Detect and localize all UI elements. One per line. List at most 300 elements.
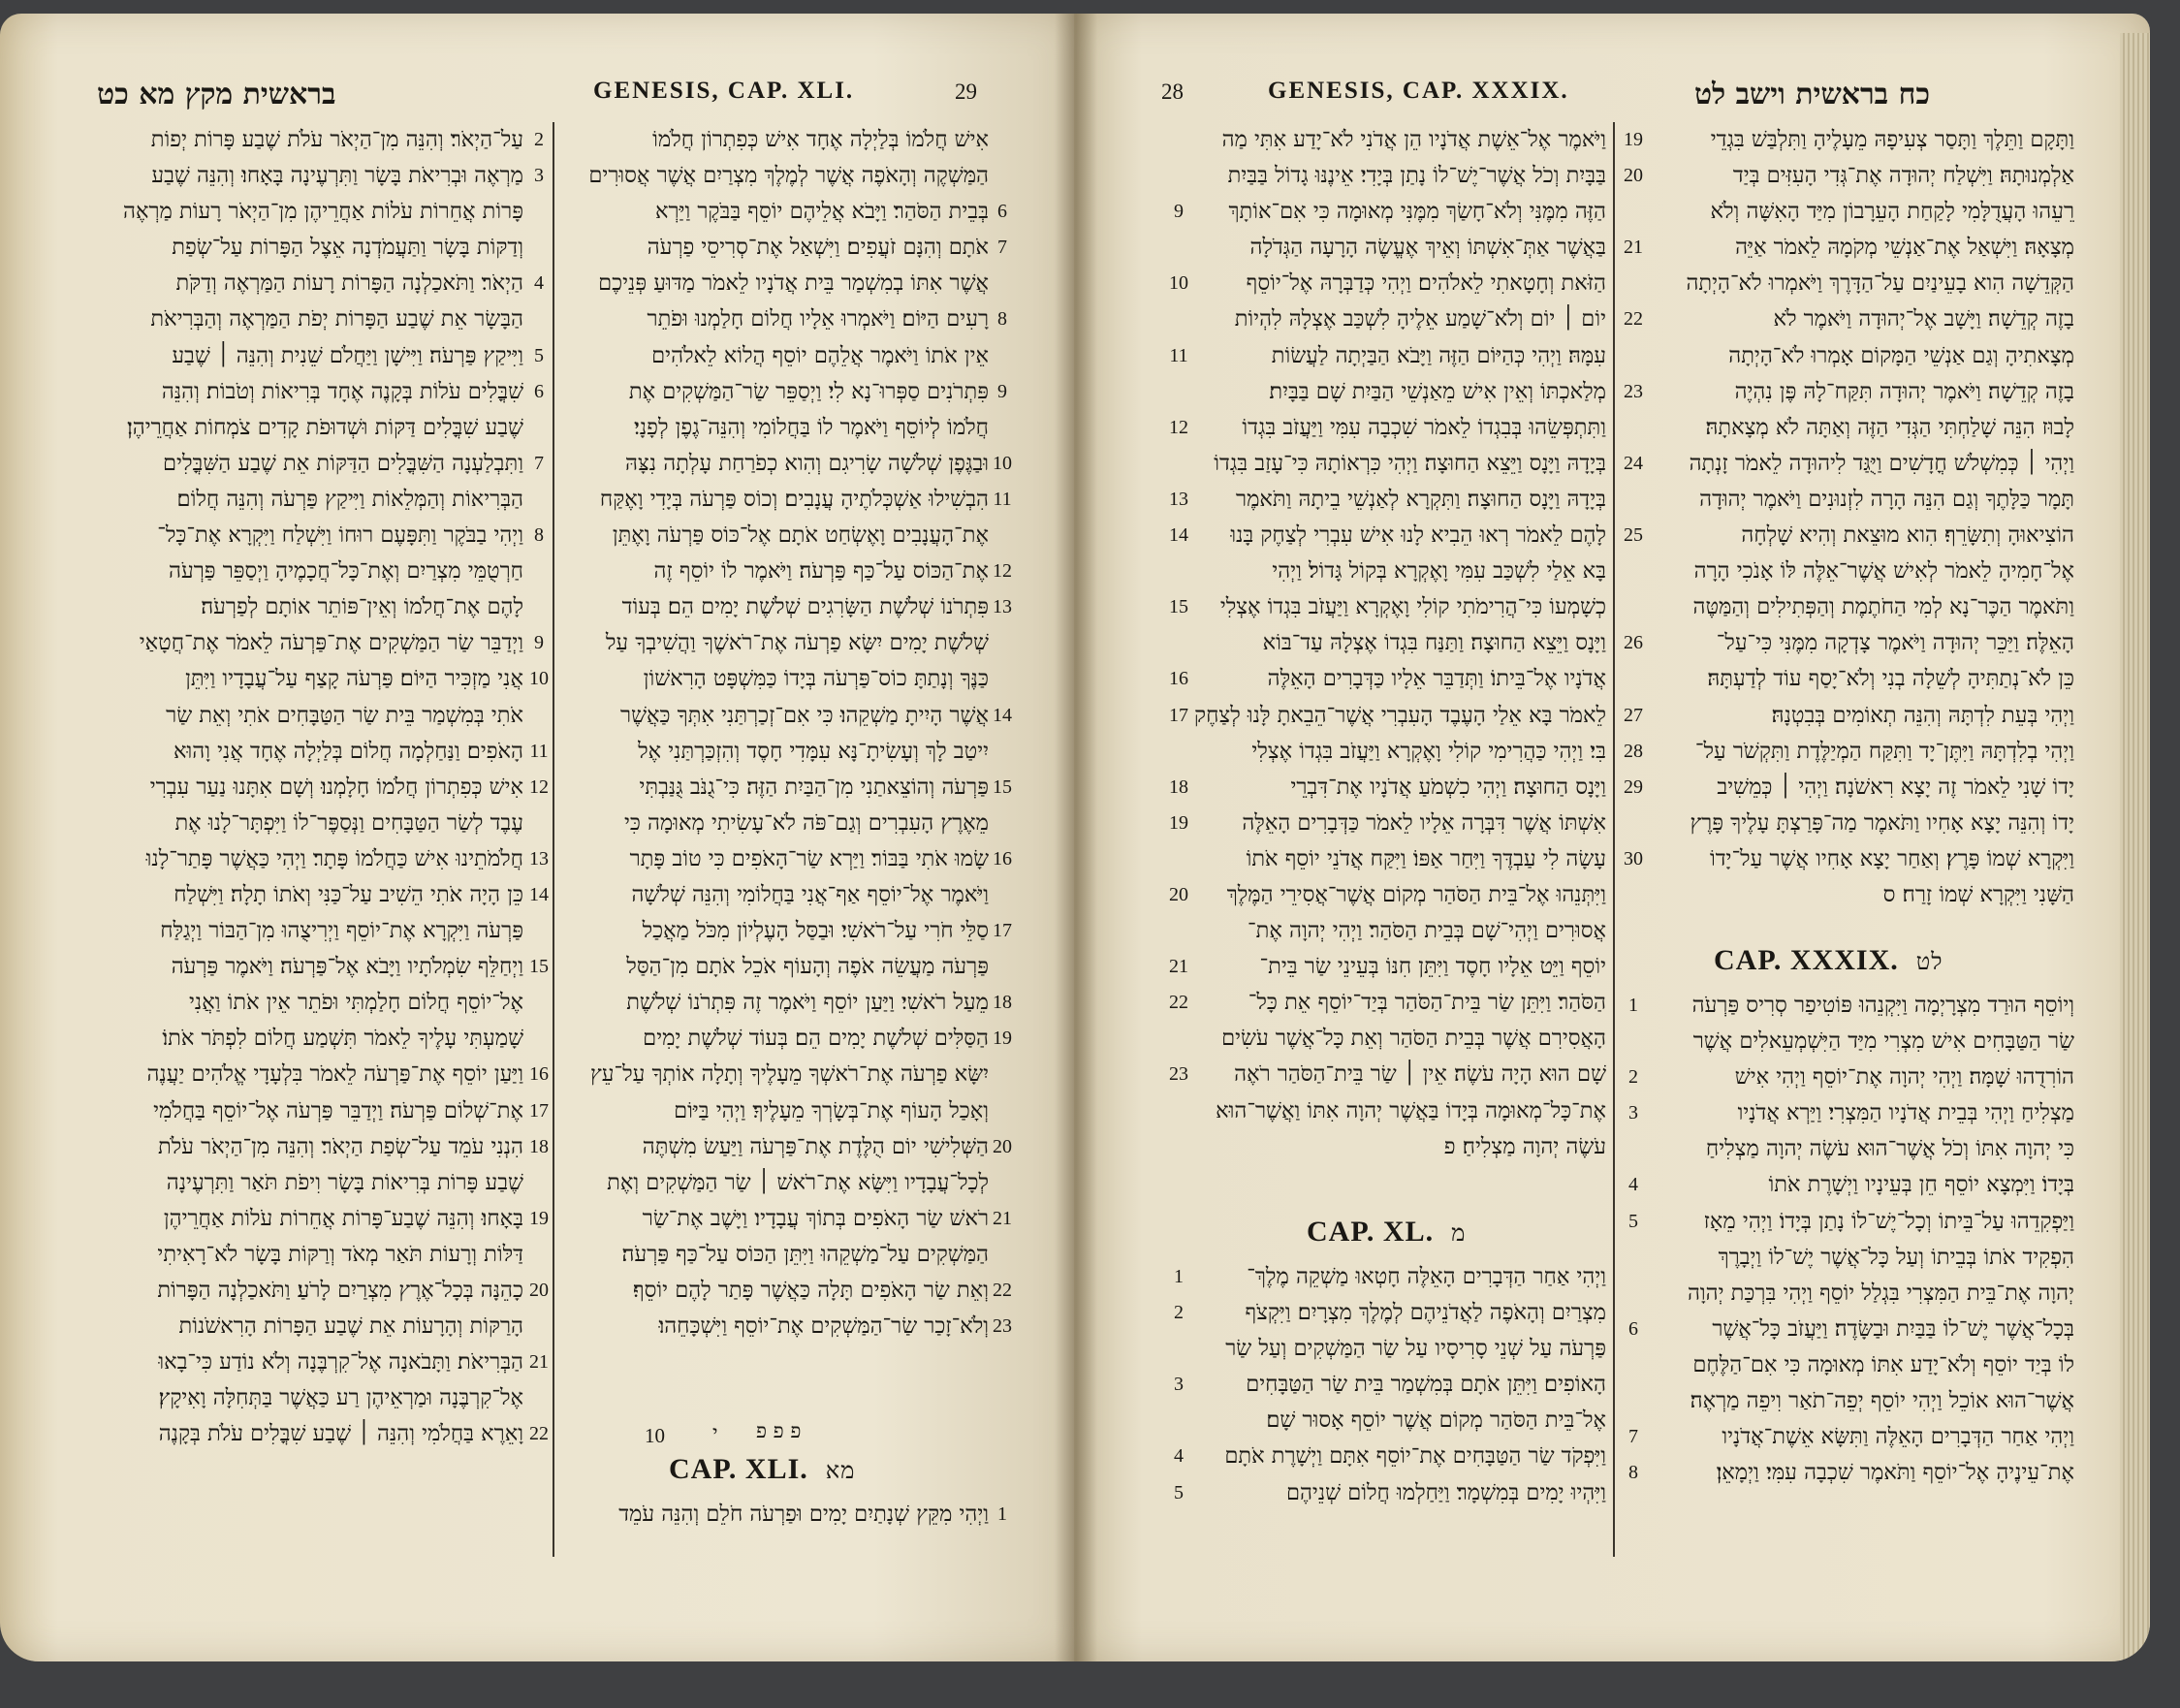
verse-number: 12 [529,775,549,798]
verse-number [528,1165,550,1201]
text-line: וַיִּהְיוּ יָמִים בְּמִשְׁמָר׃ וַיַּחַלְמוּ חֲלוֹם שְׁנֵיהֶם [1285,1479,1606,1505]
chapter-heading-xl-hebrew: מ [1451,1219,1467,1247]
verse-number [1622,338,1645,374]
text-line: שַׂר הַטַּבָּחִים אִישׁ מִצְרִי מִיַּד הַיִּשְׁמְעֵאלִים אֲשֶׁר [1692,1028,2074,1055]
text-line: אֹתִי בְּמִשְׁמַר בֵּית שַׂר הַטַּבָּחִים אֹתִי וְאֵת שַׂר [166,702,523,728]
text-line: יוֹסֵף וַיֵּט אֵלָיו חָסֶד וַיִּתֵּן חִנּוֹ בְּעֵינֵי שַׂר בֵּית־ [1259,954,1606,980]
text-line: שִׁבֳּלִים עֹלוֹת בְּקָנֶה אֶחָד בְּרִיאוֹת וְטֹבוֹת׃ וְהִנֵּה [161,378,523,404]
text-line: הַזֶּה מִמֶּנִּי וְלֹא־חָשַׂךְ מִמֶּנִּי מְאוּמָה כִּי אִם־אוֹתָךְ [1228,199,1606,225]
text-line: מֵאֶרֶץ הָעִבְרִים וְגַם־פֹּה לֹא־עָשִׂיתִי מְאוּמָה כִּי [623,809,989,836]
text-line: וַיְדַבֵּר שַׂר הַמַּשְׁקִים אֶת־פַּרְעֹה לֵאמֹר אֶת־חֲטָאַי [139,630,523,656]
text-line: אֲסוּרִים וַיְהִי־שָׁם בְּבֵית הַסֹּהַר׃ וַיְהִי יְהוָה אֶת־ [1248,918,1606,944]
verse-number: 1 [1174,1266,1184,1287]
text-line: לְכָל־עֲבָדָיו וַיִּשָּׂא אֶת־רֹאשׁ ׀ שַׂר הַמַּשְׁקִים וְאֶת [607,1169,989,1195]
text-line: חַרְטֻמֵּי מִצְרַיִם וְאֶת־כָּל־חֲכָמֶיהָ וַיְסַפֵּר פַּרְעֹה [169,558,523,585]
text-line: מֵעַל רֹאשִׁי׃ וַיַּעַן יוֹסֵף וַיֹּאמֶר זֶה פִּתְרֹנוֹ שְׁלֹשֶׁת [626,990,989,1016]
text-line: שְׁלֹשֶׁת יָמִים יִשָּׂא פַרְעֹה אֶת־רֹאשֶׁךָ וַהֲשִׁיבְךָ עַל [605,630,989,656]
text-line: אֶל־יוֹסֵף חֲלוֹם חָלַמְתִּי וּפֹתֵר אֵין אֹתוֹ וַאֲנִי [188,990,523,1016]
text-line: בְּיָדוֹ׃ וַיִּמְצָא יוֹסֵף חֵן בְּעֵינָיו וַיְשָׁרֶת אֹתוֹ [1768,1172,2074,1198]
text-line: וַיִּפְקֹד שַׂר הַטַּבָּחִים אֶת־יוֹסֵף אִתָּם וַיְשָׁרֶת אֹתָם [1224,1443,1606,1470]
text-line: כֵּן לֹא־נְתַתִּיהָ לְשֵׁלָה בְנִי וְלֹא־יָסַף עוֹד לְדַעְתָּהּ׃ [1707,666,2074,692]
text-line: הַסֹּהַר׃ וַיִּתֵּן שַׂר בֵּית־הַסֹּהַר בְּיַד־יוֹסֵף אֵת כָּל־ [1248,990,1606,1016]
verse-number [991,734,1014,770]
right-running-head-latin: GENESIS, CAP. XXXIX. [1268,78,1569,104]
text-line: בָּאָחוּ׃ וְהִנֵּה שֶׁבַע־פָּרוֹת אֲחֵרוֹת עֹלוֹת אַחֲרֵיהֶן [163,1205,523,1231]
left-page-column-right [562,122,989,1392]
chapter-xli-first-line: וַיְהִי מִקֵּץ שְׁנָתַיִם יָמִים וּפַרְעֹה חֹלֵם וְהִנֵּה עֹמֵד [618,1502,989,1527]
right-running-head-hebrew: כח בראשית וישב לט [1694,78,1931,111]
verse-number: 28 [1624,740,1643,762]
verse-number [528,301,550,337]
text-line: יָדוֹ שָׁנִי לֵאמֹר זֶה יָצָא רִאשֹׁנָה׃ וַיְהִי ׀ כְּמֵשִׁיב [1717,774,2074,800]
verse-number: 18 [993,992,1012,1014]
text-line: אֶת־עֵינֶיהָ אֶל־יוֹסֵף וַתֹּאמֶר שִׁכְבָה עִמִּי׃ וַיְמָאֵן׃ [1716,1460,2074,1486]
chapter-heading-xli [669,1453,855,1486]
verse-number [1167,230,1190,266]
verse-number [991,122,1014,158]
verse-number: 10 [1169,272,1188,295]
text-line: הָאֵלֶּה׃ וַיַּכֵּר יְהוּדָה וַיֹּאמֶר צָדְקָה מִמֶּנִּי כִּי־עַל־ [1716,630,2074,656]
chapter-heading-xl-latin: CAP. XL. [1307,1216,1435,1248]
verse-number: 13 [529,847,549,870]
text-line: פַּרְעֹה וְהוֹצֵאתַנִי מִן־הַבַּיִת הַזֶּה׃ כִּי־גֻנֹּב גֻּנַּבְתִּי [639,774,989,800]
text-line: וַיֹּאמֶר אֶל־יוֹסֵף אַף־אֲנִי בַּחֲלוֹמִי וְהִנֵּה שְׁלֹשָׁה [631,881,989,907]
verse-number [528,589,550,625]
verse-number: 24 [1624,452,1643,474]
text-line: אֲדֹנָיו אֶל־בֵּיתוֹ׃ וַתְּדַבֵּר אֵלָיו כַּדְּבָרִים הָאֵלֶּה [1267,666,1606,692]
left-page-column-left-verse-numbers [528,122,550,1452]
verse-number: 27 [1624,704,1643,726]
verse-number: 19 [1624,129,1643,150]
verse-number: 8 [997,308,1007,331]
text-line: וַיִּקְרָא שְׁמוֹ פָּרֶץ׃ וְאַחַר יָצָא אָחִיו אֲשֶׁר עַל־יָדוֹ [1709,845,2074,871]
verse-number: 20 [993,1135,1012,1157]
text-line: עֹשֶׂה יְהוָה מַצְלִיחַ׃ פ [1443,1133,1606,1159]
verse-number: 22 [529,1423,549,1445]
text-line: מִצְרַיִם וְהָאֹפֶה לַאֲדֹנֵיהֶם לְמֶלֶךְ מִצְרָיִם׃ וַיִּקְצֹף [1245,1300,1606,1326]
text-line: וַיֹּאמֶר אֶל־אֵשֶׁת אֲדֹנָיו הֵן אֲדֹנִי לֹא־יָדַע אִתִּי מַה [1221,127,1606,152]
verse-number: 9 [997,380,1007,402]
text-line: וְאֵת שַׂר הָאֹפִים תָּלָה כַּאֲשֶׁר פָּתַר לָהֶם יוֹסֵף׃ [632,1278,989,1303]
verse-number [528,1021,550,1057]
chapter-heading-xli-latin: CAP. XLI. [669,1453,808,1485]
verse-number [991,877,1014,913]
text-line: חֲלֹמֹתֵינוּ אִישׁ כַּחֲלֹמוֹ פָּתָר׃ וַיְהִי כַּאֲשֶׁר פָּתַר־לָנוּ [145,845,523,871]
text-line: וַיִּיקַץ פַּרְעֹה׃ וַיִּישָׁן וַיַּחֲלֹם שֵׁנִית וְהִנֵּה ׀ שֶׁבַע [172,342,523,368]
verse-number [1622,482,1645,518]
verse-number [991,661,1014,697]
verse-number: 20 [1624,165,1643,187]
text-line: וּבַגֶּפֶן שְׁלֹשָׁה שָׂרִיגִם וְהִוא כְפֹרַחַת עָלְתָה נִצָּהּ [625,450,989,476]
verse-number: 22 [1169,992,1188,1014]
text-line: בְּיָדָהּ וַיָּנָס וַיֵּצֵא הַחוּצָה׃ וַיְהִי כִּרְאוֹתָהּ כִּי־עָזַב בִּגְדוֹ [1214,450,1606,476]
verse-number: 16 [993,847,1012,870]
verse-number: 4 [1174,1445,1184,1468]
verse-number: 13 [1169,488,1188,510]
verse-number [1622,554,1645,589]
verse-number: 2 [534,129,544,150]
text-line: אֲשֶׁר־הוּא אוֹכֵל וַיְהִי יוֹסֵף יְפֵה־תֹאַר וִיפֵה מַרְאֶה׃ [1690,1388,2074,1414]
verse-number: 1 [1628,995,1638,1016]
verse-number: 11 [529,740,549,762]
chapter-xl-verse-numbers [1167,1259,1190,1511]
verse-number: 23 [993,1315,1012,1338]
text-line: וְיוֹסֵף הוּרַד מִצְרָיְמָה וַיִּקְנֵהוּ פּוֹטִיפַר סְרִיס פַּרְעֹה [1691,993,2074,1018]
text-line: בִּי׃ וַיְהִי כַּהֲרִימִי קוֹלִי וָאֶקְרָא וַיַּעֲזֹב בִּגְדוֹ אֶצְלִי [1251,738,1606,764]
verse-number [528,410,550,446]
verse-number: 8 [1628,1462,1638,1484]
left-page [0,14,1074,1661]
text-line: הִנְנִי עֹמֵד עַל־שְׂפַת הַיְאֹר׃ וְהִנֵּה מִן־הַיְאֹר עֹלֹת [157,1133,523,1159]
text-line: לָהֶם אֶת־חֲלֹמוֹ וְאֵין־פּוֹתֵר אוֹתָם לְפַרְעֹה׃ [201,594,523,620]
verse-number: 11 [993,488,1012,510]
verse-number: 11 [1169,344,1188,366]
text-line: אֲנִי מַזְכִּיר הַיּוֹם׃ פַּרְעֹה קָצַף עַל־עֲבָדָיו וַיִּתֵּן [185,666,523,692]
verse-number: 17 [529,1099,549,1122]
text-line: עָשָׂה לִי עַבְדֶּךָ וַיִּחַר אַפּוֹ׃ וַיִּקַּח אֲדֹנֵי יוֹסֵף אֹתוֹ [1246,845,1606,871]
verse-number: 21 [993,1207,1012,1229]
right-page-number: 28 [1161,79,1184,104]
text-line: אֵין אֹתוֹ וַיֹּאמֶר אֲלֵהֶם יוֹסֵף הֲלוֹא לֵאלֹהִים [651,342,989,368]
text-line: הַזֹּאת וְחָטָאתִי לֵאלֹהִים׃ וַיְהִי כְּדַבְּרָהּ אֶל־יוֹסֵף [1246,270,1606,297]
text-line: פִּתְרֹנִים סַפְּרוּ־נָא לִי׃ וַיְסַפֵּר שַׂר־הַמַּשְׁקִים אֶת [628,378,989,404]
verse-number [528,1237,550,1273]
text-line: כֵּן הָיָה אֹתִי הֵשִׁיב עַל־כַּנִּי וְאֹתוֹ תָלָה׃ וַיִּשְׁלַח [174,881,523,907]
verse-number: 6 [997,201,1007,223]
text-line: וְאָכַל הָעוֹף אֶת־בְּשָׂרְךָ מֵעָלֶיךָ׃ וַיְהִי בַּיּוֹם [674,1097,989,1123]
text-line: יוֹם ׀ יוֹם וְלֹא־שָׁמַע אֵלֶיהָ לִשְׁכַּב אֶצְלָהּ לִהְיוֹת [1234,306,1606,332]
verse-number: 3 [1174,1374,1184,1396]
column-divider-right-page [1613,122,1615,1557]
verse-number [528,230,550,266]
text-line: הָאֹפִים׃ וַנַּחַלְמָה חֲלוֹם בְּלַיְלָה אֶחָד אֲנִי וָהוּא [174,738,523,764]
text-line: וַיָּנָס וַיֵּצֵא הַחוּצָה׃ וַתַּנַּח בִּגְדוֹ אֶצְלָהּ עַד־בּוֹא [1262,630,1606,656]
text-line: הַבְּרִיאֹת׃ וַתָּבֹאנָה אֶל־קִרְבֶּנָה וְלֹא נוֹדַע כִּי־בָאוּ [158,1349,523,1376]
verse-number [1167,122,1190,158]
chapter-xxxix-verse-numbers [1622,988,1645,1491]
left-running-head-hebrew: בראשית מקץ מא כט [97,78,336,111]
verse-number [1622,1131,1645,1167]
text-line: וַיְהִי בַבֹּקֶר וַתִּפָּעֶם רוּחוֹ וַיִּשְׁלַח וַיִּקְרָא אֶת־כָּל־ [157,522,523,549]
chapter-heading-xxxix [1714,944,1943,977]
verse-number [1167,301,1190,337]
verse-number [528,985,550,1021]
text-line: וַיַּעַן יוֹסֵף אֶת־פַּרְעֹה לֵאמֹר בִּלְעָדָי אֱלֹהִים יַעֲנֶה [146,1061,523,1088]
verse-number: 3 [534,165,544,187]
chapter-heading-xxxix-hebrew: לט [1915,948,1943,975]
chapter-xxxix-text [1648,988,2074,1497]
verse-number: 7 [1628,1426,1638,1448]
verse-number: 3 [1628,1102,1638,1124]
right-page [1074,14,2150,1661]
verse-number: 10 [529,668,549,690]
chapter-heading-xxxix-latin: CAP. XXXIX. [1714,944,1899,976]
text-line: וַתִּבְלַעְנָה הַשִּׁבֳּלִים הַדַּקּוֹת אֵת שֶׁבַע הַשִּׁבֳּלִים [163,450,523,476]
verse-number [991,338,1014,374]
verse-number [1167,913,1190,949]
verse-number [1622,194,1645,230]
text-line: וַיְהִי ׀ כְּמִשְׁלֹשׁ חֳדָשִׁים וַיֻּגַּד לִיהוּדָה לֵאמֹר זָנְתָה [1689,450,2074,476]
text-line: פַּרְעֹה וַיִּקְרָא אֶת־יוֹסֵף וַיְרִיצֻהוּ מִן־הַבּוֹר וַיְגַלַּח [160,918,523,944]
text-line: אֶל־חָמִיהָ לֵאמֹר לְאִישׁ אֲשֶׁר־אֵלֶּה לּוֹ אָנֹכִי הָרָה [1693,558,2074,585]
text-line: הוֹרִדֻהוּ שָׁמָּה׃ וַיְהִי יְהוָה אֶת־יוֹסֵף וַיְהִי אִישׁ [1734,1064,2074,1091]
book-gutter [1055,14,1097,1661]
text-line: אֶת־כָּל־מְאוּמָה בְּיָדוֹ בַּאֲשֶׁר יְהוָה אִתּוֹ וַאֲשֶׁר־הוּא [1216,1097,1606,1123]
text-line: הַמַּשְׁקִים עַל־מַשְׁקֵהוּ וַיִּתֵּן הַכּוֹס עַל־כַּף פַּרְעֹה׃ [621,1241,989,1267]
text-line: בָזֶה קְדֵשָׁה׃ וַיָּשָׁב אֶל־יְהוּדָה וַיֹּאמֶר לֹא [1773,306,2074,332]
text-line: הַמַּשְׁקֶה וְהָאֹפֶה אֲשֶׁר לְמֶלֶךְ מִצְרַיִם אֲשֶׁר אֲסוּרִים [588,163,989,189]
left-page-column-right-verse-numbers [991,122,1014,1344]
verse-number [528,913,550,949]
text-line: וַתִּתְפְּשֵׂהוּ בְּבִגְדוֹ לֵאמֹר שִׁכְבָה עִמִּי וַיַּעֲזֹב בִּגְדוֹ [1242,414,1606,440]
text-line: עַל־הַיְאֹר׃ וְהִנֵּה מִן־הַיְאֹר עֹלֹת שֶׁבַע פָּרוֹת יְפוֹת [150,127,523,152]
text-line: אִשְׁתּוֹ אֲשֶׁר דִּבְּרָה אֵלָיו לֵאמֹר כַּדְּבָרִים הָאֵלֶּה [1242,809,1606,836]
text-line: וָאֵרֶא בַּחֲלֹמִי וְהִנֵּה ׀ שֶׁבַע שִׁבֳּלִים עֹלֹת בְּקָנֶה [158,1421,523,1447]
text-line: אֶת־הַכּוֹס עַל־כַּף פַּרְעֹה׃ וַיֹּאמֶר לוֹ יוֹסֵף זֶה [653,558,989,585]
text-line: פַּרְעֹה עַל שְׁנֵי סָרִיסָיו עַל שַׂר הַמַּשְׁקִים וְעַל שַׂר [1225,1336,1606,1362]
verse-number [991,1165,1014,1201]
verse-number: 19 [1169,811,1188,834]
verse-number: 23 [1624,380,1643,402]
text-line: וַיְהִי אַחַר הַדְּבָרִים הָאֵלֶּה וַתִּשָּׂא אֵשֶׁת־אֲדֹנָיו [1722,1424,2074,1450]
verse-number: 16 [1169,668,1188,690]
text-line: בְּכָל־אֲשֶׁר יֶשׁ־לוֹ בַּבַּיִת וּבַשָּׂדֶה׃ וַיַּעֲזֹב כָּל־אֲשֶׁר [1712,1315,2074,1342]
text-line: אִישׁ כְּפִתְרוֹן חֲלֹמוֹ חָלָמְנוּ׃ וְשָׁם אִתָּנוּ נַעַר עִבְרִי [149,774,523,800]
verse-number [1167,625,1190,661]
verse-number: 13 [993,596,1012,618]
verse-number [1622,589,1645,625]
text-line: הַסַּלִּים שְׁלֹשֶׁת יָמִים הֵם׃ בְּעוֹד שְׁלֹשֶׁת יָמִים [643,1026,989,1052]
text-line: מְלַאכְתּוֹ וְאֵין אִישׁ מֵאַנְשֵׁי הַבַּיִת שָׁם בַּבָּיִת׃ [1269,378,1606,404]
verse-number [991,1237,1014,1273]
text-line: עֶבֶד לְשַׂר הַטַּבָּחִים וַנְּסַפֶּר־לוֹ וַיִּפְתָּר־לָנוּ אֶת [174,809,523,836]
verse-number: 8 [534,524,544,547]
text-line: לָבוּז הִנֵּה שָׁלַחְתִּי הַגְּדִי הַזֶּה וְאַתָּה לֹא מְצָאתָהּ׃ [1705,414,2074,440]
verse-number [1622,410,1645,446]
verse-number: 15 [529,956,549,978]
verse-number: 25 [1624,524,1643,547]
text-line: אַלְמְנוּתָהּ׃ וַיִּשְׁלַח יְהוּדָה אֶת־גְּדִי הָעִזִּים בְּיַד [1732,163,2074,189]
verse-number [1622,661,1645,697]
verse-number: 19 [993,1028,1012,1050]
verse-number: 10 [993,452,1012,474]
verse-number [991,806,1014,841]
verse-number: 16 [529,1063,549,1086]
verse-number: 22 [993,1280,1012,1301]
verse-number [1622,1276,1645,1312]
left-running-head-latin: GENESIS, CAP. XLI. [593,78,855,104]
verse-number [528,194,550,230]
verse-number: 21 [529,1351,549,1374]
text-line: לָהֶם לֵאמֹר רְאוּ הֵבִיא לָנוּ אִישׁ עִבְרִי לְצַחֶק בָּנוּ [1230,522,1606,549]
verse-number: 15 [1169,596,1188,618]
text-line: שֶׁבַע שִׁבֳּלִים דַּקּוֹת וּשְׁדוּפֹת קָדִים צֹמְחוֹת אַחֲרֵיהֶן׃ [127,414,523,440]
right-page-column-left-verse-numbers [1167,122,1190,1179]
text-line: הָרַקּוֹת וְהָרָעוֹת אֵת שֶׁבַע הַפָּרוֹת הָרִאשֹׁנוֹת [178,1313,523,1340]
text-line: אֶת־שְׁלוֹם פַּרְעֹה׃ וַיְדַבֵּר פַּרְעֹה אֶל־יוֹסֵף בַּחֲלֹמִי [153,1097,523,1123]
verse-number [1167,1093,1190,1129]
verse-number: 9 [534,632,544,654]
text-line: כַּנֶּךָ וְנָתַתָּ כוֹס־פַּרְעֹה בְּיָדוֹ כַּמִּשְׁפָּט הָרִאשׁוֹן [643,666,989,692]
verse-number: 17 [993,920,1012,942]
verse-number: 20 [529,1280,549,1301]
left-page-number: 29 [955,79,977,104]
verse-number [528,482,550,518]
verse-number: 18 [1169,775,1188,798]
verse-number [991,1057,1014,1092]
chapter-heading-xl [1307,1216,1466,1249]
verse-number [528,1309,550,1344]
verse-number: 22 [1624,308,1643,331]
verse-number: 2 [1174,1302,1184,1324]
text-line: בְּיָדָהּ וַיָּנָס הַחוּצָה׃ וַתִּקְרָא לְאַנְשֵׁי בֵיתָהּ וַתֹּאמֶר [1236,486,1606,512]
verse-number: 7 [997,237,1007,259]
verse-number [1167,734,1190,770]
text-line: אֶל־בֵּית הַסֹּהַר מְקוֹם אֲשֶׁר יוֹסֵף אָסוּר שָׁם׃ [1266,1408,1606,1434]
verse-number [1622,1383,1645,1419]
text-line: סַלֵּי חֹרִי עַל־רֹאשִׁי׃ וּבַסַּל הָעֶלְיוֹן מִכֹּל מַאֲכַל [642,918,989,944]
verse-number: 14 [529,883,549,905]
verse-number: 6 [534,380,544,402]
text-line: עִמָּהּ׃ וַיְהִי כְּהַיּוֹם הַזֶּה וַיָּבֹא הַבַּיְתָה לַעֲשׂוֹת [1271,342,1606,368]
text-line: שָׁמַעְתִּי עָלֶיךָ לֵאמֹר תִּשְׁמַע חֲלוֹם לִפְתֹּר אֹתוֹ׃ [162,1026,523,1052]
text-line: וַיְהִי אַחַר הַדְּבָרִים הָאֵלֶּה חָטְאוּ מַשְׁקֵה מֶלֶךְ־ [1247,1264,1606,1289]
verse-number [528,554,550,589]
verse-number: 30 [1624,847,1643,870]
verse-number: 9 [1174,201,1184,223]
right-page-column-left [1194,122,1606,1179]
text-line: יִיטַב לָךְ וְעָשִׂיתָ־נָּא עִמָּדִי חָסֶד וְהִזְכַּרְתַּנִי אֶל [638,738,989,764]
verse-number: 12 [993,560,1012,583]
verse-number: 18 [529,1135,549,1157]
chapter-heading-xli-hebrew: מא [825,1457,856,1484]
verse-number [528,806,550,841]
text-line: וְלֹא־זָכַר שַׂר־הַמַּשְׁקִים אֶת־יוֹסֵף וַיִּשְׁכָּחֵהוּ׃ [658,1313,989,1340]
verse-number: 5 [1174,1481,1184,1503]
text-line: לוֹ בְּיַד יוֹסֵף וְלֹא־יָדַע אִתּוֹ מְאוּמָה כִּי אִם־הַלֶּחֶם [1692,1351,2074,1377]
text-line: יִשָּׂא פַרְעֹה אֶת־רֹאשְׁךָ מֵעָלֶיךָ וְתָלָה אוֹתְךָ עַל־עֵץ [590,1061,989,1088]
chapter-xli-verse-1: 1 [997,1503,1007,1525]
verse-number [1167,158,1190,194]
verse-number [1167,841,1190,877]
text-line: שָׁם הוּא הָיָה עֹשֶׂה׃ אֵין ׀ שַׂר בֵּית־הַסֹּהַר רֹאֶה [1234,1061,1606,1088]
verse-number [1167,1021,1190,1057]
text-line: דַּלּוֹת וְרָעוֹת תֹּאַר מְאֹד וְרַקּוֹת בָּשָׂר לֹא־רָאִיתִי [157,1241,523,1267]
text-line: הַקְּדֵשָׁה הִוא בָעֵינַיִם עַל־הַדָּרֶךְ וַיֹּאמְרוּ לֹא־הָיְתָה [1686,270,2074,297]
text-line: כִּי יְהוָה אִתּוֹ וְכֹל אֲשֶׁר־הוּא עֹשֶׂה יְהוָה מַצְלִיחַ [1705,1136,2074,1162]
verse-number [1622,266,1645,301]
text-line: וַיְהִי בְלִדְתָּהּ וַיִּתֶּן־יָד וַתִּקַּח הַמְיַלֶּדֶת וַתִּקְשֹׁר עַל־ [1694,738,2074,764]
text-line: הוֹצִיאוּהָ וְתִשָּׂרֵף׃ הִוא מוּצֵאת וְהִיא שָׁלְחָה [1741,522,2074,549]
text-line: בַּבָּיִת וְכֹל אֲשֶׁר־יֶשׁ־לוֹ נָתַן בְּיָדִי׃ אֵינֶנּוּ גָדוֹל בַּבַּיִת [1227,163,1606,189]
text-line: אֶת־הָעֲנָבִים וָאֶשְׂחַט אֹתָם אֶל־כּוֹס פַּרְעֹה וָאֶתֵּן [612,522,989,549]
text-line: וַיַּפְקִדֵהוּ עַל־בֵּיתוֹ וְכָל־יֶשׁ־לוֹ נָתַן בְּיָדוֹ׃ וַיְהִי מֵאָז [1703,1208,2074,1234]
chapter-xl-text [1194,1259,1606,1521]
column-divider-left-page [553,122,554,1557]
text-line: בְּבֵית הַסֹּהַר׃ וַיָּבֹא אֲלֵיהֶם יוֹסֵף בַּבֹּקֶר וַיַּרְא [655,199,989,225]
text-line: מְצָאָהּ׃ וַיִּשְׁאַל אֶת־אַנְשֵׁי מְקֹמָהּ לֵאמֹר אַיֵּה [1735,235,2074,261]
text-line: הִבְשִׁילוּ אַשְׁכְּלֹתֶיהָ עֲנָבִים׃ וְכוֹס פַּרְעֹה בְּיָדִי וָאֶקַּח [599,486,989,512]
verse-number: 12 [1169,416,1188,438]
text-line: כְשָׁמְעוֹ כִּי־הֲרִימֹתִי קוֹלִי וָאֶקְרָא וַיַּעֲזֹב בִּגְדוֹ אֶצְלִי [1219,594,1606,620]
section-count-arabic: 10 [645,1424,665,1447]
verse-number [991,518,1014,554]
verse-number: 5 [534,344,544,366]
verse-number [1167,1403,1190,1439]
text-line: הִפְקִיד אֹתוֹ בְּבֵיתוֹ וְעַל כָּל־אֲשֶׁר יֶשׁ־לוֹ וַיְבָרֶךְ [1718,1244,2074,1270]
verse-number: 20 [1169,883,1188,905]
text-line: מַצְלִיחַ וַיְהִי בְּבֵית אֲדֹנָיו הַמִּצְרִי׃ וַיַּרְא אֲדֹנָיו [1737,1100,2074,1126]
left-page-column-left [97,122,523,1566]
verse-number: 26 [1624,632,1643,654]
right-page-column-right [1648,122,2074,917]
text-line: שָׂמוּ אֹתִי בַּבּוֹר׃ וַיַּרְא שַׂר־הָאֹפִים כִּי טוֹב פָּתָר [629,845,989,871]
text-line: הַשָּׁנִי וַיִּקְרָא שְׁמוֹ זָרַח׃ ס [1882,881,2074,907]
text-line: חֲלֹמוֹ לְיוֹסֵף וַיֹּאמֶר לוֹ בַּחֲלוֹמִי וְהִנֵּה־גֶפֶן לְפָנָי׃ [633,414,989,440]
verse-number: 15 [993,775,1012,798]
text-line: רָעִים הַיּוֹם׃ וַיֹּאמְרוּ אֵלָיו חֲלוֹם חָלַמְנוּ וּפֹתֵר [647,306,989,332]
text-line: אִישׁ חֲלֹמוֹ בְּלַיְלָה אֶחָד אִישׁ כְּפִתְרוֹן חֲלֹמוֹ [652,127,989,152]
verse-number: 21 [1624,237,1643,259]
text-line: הַבָּשָׂר אֵת שֶׁבַע הַפָּרוֹת יְפֹת הַמַּרְאֶה וְהַבְּרִיאֹת [150,306,523,332]
text-line: שֶׁבַע פָּרוֹת בְּרִיאוֹת בָּשָׂר וִיפֹת תֹּאַר וַתִּרְעֶינָה [166,1169,523,1195]
text-line: הַבְּרִיאוֹת וְהַמְּלֵאוֹת וַיִּיקַץ פַּרְעֹה וְהִנֵּה חֲלוֹם׃ [176,486,523,512]
text-line: מַרְאֶה וּבְרִיאֹת בָּשָׂר וַתִּרְעֶינָה בָּאָחוּ׃ וְהִנֵּה שֶׁבַע [151,163,523,189]
verse-number: 23 [1169,1063,1188,1086]
verse-number: 21 [1169,956,1188,978]
text-line: אֹתָם וְהִנָּם זֹעֲפִים׃ וַיִּשְׁאַל אֶת־סְרִיסֵי פַרְעֹה [647,235,989,261]
text-line: וַיְהִי בְּעֵת לִדְתָּהּ וְהִנֵּה תְאוֹמִים בְּבִטְנָהּ׃ [1771,702,2074,728]
text-line: וַיִּתְּנֵהוּ אֶל־בֵּית הַסֹּהַר מְקוֹם אֲשֶׁר־אֲסִירֵי הַמֶּלֶךְ [1226,881,1606,907]
verse-number: 2 [1628,1066,1638,1089]
verse-number: 6 [1628,1317,1638,1340]
section-marks: פ פ פ [756,1419,802,1442]
verse-number [1167,446,1190,482]
verse-number [991,625,1014,661]
verse-number: 29 [1624,775,1643,798]
text-line: הַשְּׁלִישִׁי יוֹם הֻלֶּדֶת אֶת־פַּרְעֹה וַיַּעַשׂ מִשְׁתֶּה [642,1133,989,1159]
verse-number [991,949,1014,985]
verse-number: 14 [1169,524,1188,547]
text-line: יְהוָה אֶת־בֵּית הַמִּצְרִי בִּגְלַל יוֹסֵף וַיְהִי בִּרְכַּת יְהוָה [1687,1280,2074,1306]
verse-number [1622,1240,1645,1276]
verse-number: 19 [529,1207,549,1229]
verse-number [991,410,1014,446]
verse-number [1622,1347,1645,1383]
verse-number [1167,1129,1190,1165]
verse-number [991,266,1014,301]
verse-number [1167,374,1190,410]
text-line: תָּמָר כַּלָּתֶךָ וְגַם הִנֵּה הָרָה לִזְנוּנִים וַיֹּאמֶר יְהוּדָה [1699,486,2074,512]
text-line: בַּאֲשֶׁר אַתְּ־אִשְׁתּוֹ וְאֵיךְ אֶעֱשֶׂה הָרָעָה הַגְּדֹלָה [1249,235,1606,261]
verse-number [991,158,1014,194]
text-line: אֲשֶׁר אִתּוֹ בְמִשְׁמַר בֵּית אֲדֹנָיו לֵאמֹר מַדּוּעַ פְּנֵיכֶם [598,270,989,297]
text-line: לֵאמֹר בָּא אֵלַי הָעֶבֶד הָעִבְרִי אֲשֶׁר־הֵבֵאתָ לָּנוּ לְצַחֶק [1194,702,1606,728]
verse-number: 4 [1628,1174,1638,1196]
verse-number [1622,1024,1645,1060]
section-count-hebrew: י [712,1421,718,1444]
verse-number [1167,554,1190,589]
verse-number [528,698,550,734]
text-line: אֲשֶׁר הָיִיתָ מַשְׁקֵהוּ׃ כִּי אִם־זְכַרְתַּנִי אִתְּךָ כַּאֲשֶׁר [620,702,989,728]
verse-number [1622,806,1645,841]
text-line: אֶל־קִרְבֶּנָה וּמַרְאֵיהֶן רַע כַּאֲשֶׁר בַּתְּחִלָּה וָאִיקָץ׃ [158,1385,523,1411]
text-line: הָאוֹפִים׃ וַיִּתֵּן אֹתָם בְּמִשְׁמַר בֵּית שַׂר הַטַּבָּחִים [1246,1372,1606,1398]
text-line: בָזֶה קְדֵשָׁה׃ וַיֹּאמֶר יְהוּדָה תִּקַּח־לָהּ פֶּן נִהְיֶה [1734,378,2074,404]
verse-number: 5 [1628,1210,1638,1232]
verse-number: 7 [534,452,544,474]
text-line: וַתֹּאמֶר הַכֶּר־נָא לְמִי הַחֹתֶמֶת וְהַפְּתִילִים וְהַמַּטֶּה [1692,594,2074,620]
